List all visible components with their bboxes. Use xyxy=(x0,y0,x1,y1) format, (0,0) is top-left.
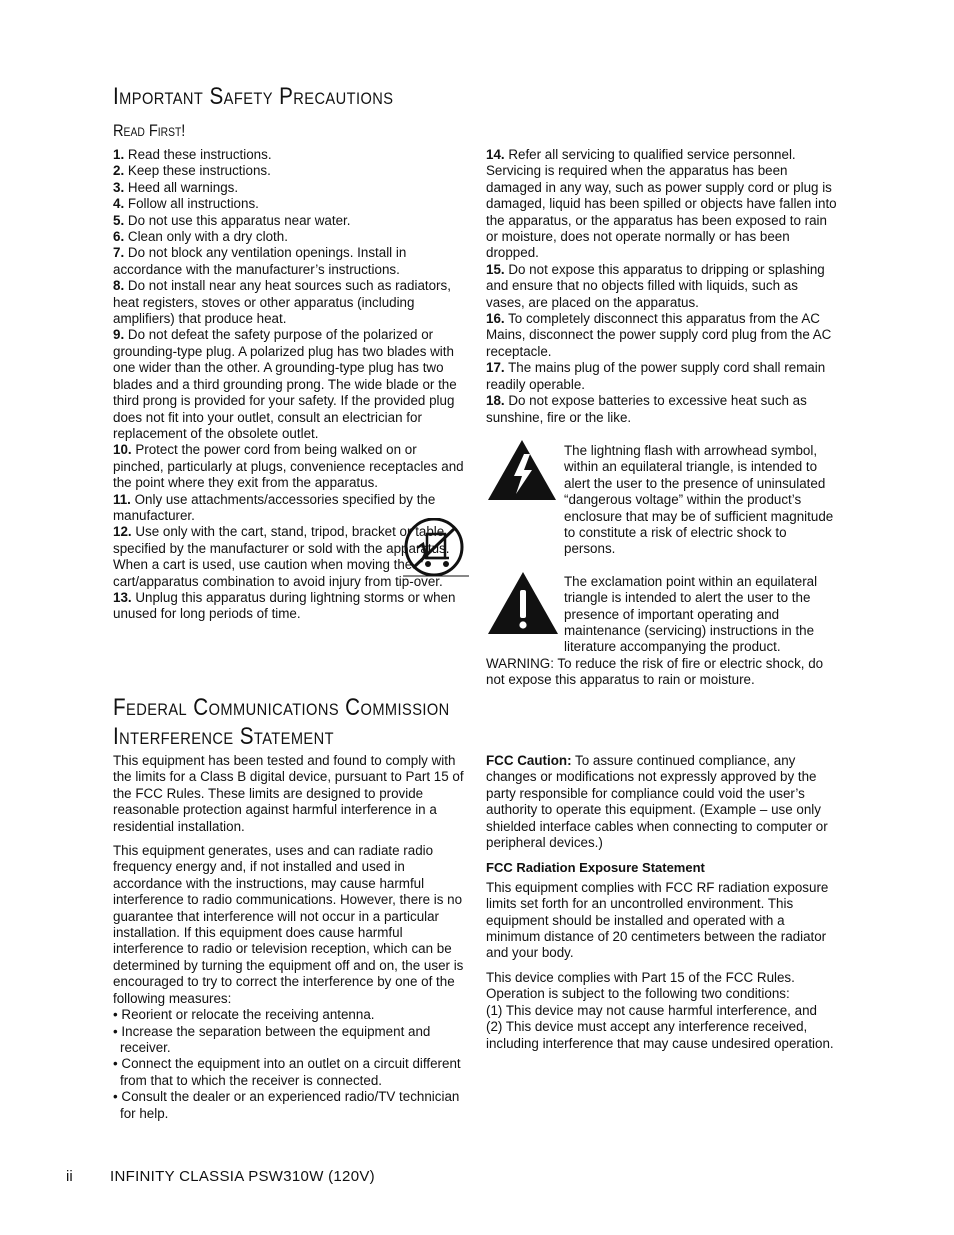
fcc-title-line1: Federal Communications Commission xyxy=(113,694,450,721)
fcc-measure-item: • Reorient or relocate the receiving antenna. xyxy=(113,1007,375,1023)
product-name: INFINITY CLASSIA PSW310W (120V) xyxy=(110,1168,375,1185)
safety-left-list xyxy=(113,147,469,524)
condition-1: (1) This device may not cause harmful interference, and xyxy=(486,1002,817,1018)
item-text: Use only with the cart, stand, tripod, bracket or table specified by the manufacturer or sold with the apparatus. When a cart is used, use caution when moving the cart/apparatus combination to avoid injury from tip-over. xyxy=(113,524,450,589)
item-number: 16. xyxy=(486,311,505,327)
item-number: 3. xyxy=(113,179,125,195)
item-text: The mains plug of the power supply cord shall remain readily operable. xyxy=(486,360,826,392)
radiation-text: This equipment complies with FCC RF radiation exposure limits set forth for an uncontrolled environment. This equipment should be installed and operated with a minimum distance of 20 centimeters between the radiator and your body. xyxy=(486,879,829,961)
item-text: Protect the power cord from being walked on or pinched, particularly at plugs, convenience receptacles and the point where they exit from the apparatus. xyxy=(113,442,464,491)
item-text: Follow all instructions. xyxy=(124,196,259,212)
safety-item xyxy=(486,393,838,426)
fcc-title-line2: Interference Statement xyxy=(113,723,334,750)
item-number: 10. xyxy=(113,442,132,458)
safety-item xyxy=(113,245,469,278)
item-text: Do not install near any heat sources such as radiators, heat registers, stoves or other apparatus (including amplifiers) that produce heat. xyxy=(113,278,451,327)
item-text: Refer all servicing to qualified service personnel. Servicing is required when the apparatus has been damaged in any way, such as power supply cord or plug is damaged, liquid has been spilled or objects have fallen into the apparatus, or the apparatus has been exposed to rain or moisture, does not operate normally or has been dropped. xyxy=(486,147,837,261)
safety-subtitle: Read First! xyxy=(113,121,186,140)
item-number: 1. xyxy=(113,147,125,162)
fcc-measure-item: • Connect the equipment into an outlet on a circuit different from that to which the receiver is connected. xyxy=(113,1056,461,1088)
exclamation-text-body: The exclamation point within an equilateral triangle is intended to alert the user to the presence of important operating and maintenance (servicing) instructions in the literature accompanying the product. xyxy=(564,573,818,655)
page-footer xyxy=(66,1168,375,1185)
safety-item xyxy=(486,360,838,393)
fcc-right-column xyxy=(486,753,838,1052)
fcc-measure-item: • Consult the dealer or an experienced radio/TV technician for help. xyxy=(113,1089,460,1121)
item-text: Unplug this apparatus during lightning storms or when unused for long periods of time. xyxy=(113,589,456,622)
safety-item xyxy=(113,213,469,229)
item-text: Do not block any ventilation openings. Install in accordance with the manufacturer’s instructions. xyxy=(113,245,407,277)
safety-item xyxy=(113,442,469,491)
radiation-heading: FCC Radiation Exposure Statement xyxy=(486,860,705,876)
fcc-paragraph-2: This equipment generates, uses and can radiate radio frequency energy and, if not installed and used in accordance with the instructions, may cause harmful interference to radio communications. However, there is no guarantee that interference will not occur in a particular installation. If this equipment does cause harmful interference to radio or television reception, which can be determined by turning the equipment off and on, the user is encouraged to try to correct the interference by one of the following measures: xyxy=(113,843,464,1006)
fcc-left-column xyxy=(113,753,469,1122)
item-number: 5. xyxy=(113,212,125,228)
safety-item xyxy=(486,147,838,262)
item-number: 15. xyxy=(486,261,505,277)
item-number: 2. xyxy=(113,163,125,179)
item-text: Do not expose this apparatus to dripping or splashing and ensure that no objects filled with liquids, such as vases, are placed on the apparatus. xyxy=(486,261,825,310)
item-text: To completely disconnect this apparatus from the AC Mains, disconnect the power supply cord plug from the AC receptacle. xyxy=(486,311,832,359)
exclamation-warning xyxy=(486,574,838,656)
fcc-paragraph-1: This equipment has been tested and found to comply with the limits for a Class B digital device, pursuant to Part 15 of the FCC Rules. These limits are designed to provide reasonable protection against harmful interference in a residential installation. xyxy=(113,753,464,834)
safety-item xyxy=(113,180,469,196)
fcc-measures-list xyxy=(113,1007,469,1122)
item-text: Read these instructions. xyxy=(124,147,272,162)
lightning-triangle-icon xyxy=(486,438,558,502)
safety-item xyxy=(486,262,838,311)
safety-right-column xyxy=(486,147,838,689)
fcc-caution xyxy=(486,753,838,851)
page-number: ii xyxy=(66,1168,73,1185)
item-text: Keep these instructions. xyxy=(124,163,271,179)
item-number: 8. xyxy=(113,278,125,294)
item-text: Only use attachments/accessories specified by the manufacturer. xyxy=(113,491,436,523)
lightning-warning xyxy=(486,443,838,558)
item-number: 6. xyxy=(113,229,125,245)
safety-item xyxy=(113,163,469,179)
item-text: Do not use this apparatus near water. xyxy=(124,212,351,228)
item-text: Do not defeat the safety purpose of the polarized or grounding-type plug. A polarized plug has two blades with one wider than the other. A grounding-type plug has two blades and a third grounding prong. The wide blade or the third prong is provided for your safety. If the provided plug does not fit into your outlet, consult an electrician for replacement of the obsolete outlet. xyxy=(113,327,457,441)
item-number: 11. xyxy=(113,491,131,507)
fcc-measure-item: • Increase the separation between the equipment and receiver. xyxy=(113,1023,431,1055)
safety-title: Important Safety Precautions xyxy=(113,83,394,110)
part15-intro: This device complies with Part 15 of the FCC Rules. Operation is subject to the following two conditions: xyxy=(486,969,795,1002)
safety-left-column xyxy=(113,147,469,623)
safety-item xyxy=(113,147,469,163)
item-number: 18. xyxy=(486,393,505,409)
item-number: 9. xyxy=(113,327,125,343)
safety-item xyxy=(113,278,469,327)
item-number: 7. xyxy=(113,245,125,261)
safety-item xyxy=(113,327,469,442)
safety-item xyxy=(113,229,469,245)
item-number: 17. xyxy=(486,360,505,376)
item-number: 12. xyxy=(113,524,132,540)
item-number: 4. xyxy=(113,196,125,212)
cart-warning-icon xyxy=(403,518,469,580)
warning-statement: WARNING: To reduce the risk of fire or electric shock, do not expose this apparatus to rain or moisture. xyxy=(486,655,824,688)
fcc-caution-text: To assure continued compliance, any changes or modifications not expressly approved by the party responsible for compliance could void the user’s authority to operate this equipment. (Example – use only shielded interface cables when connecting to computer or peripheral devices.) xyxy=(486,753,828,851)
safety-item xyxy=(486,311,838,360)
item-number: 14. xyxy=(486,147,505,162)
safety-item xyxy=(113,196,469,212)
item-text: Clean only with a dry cloth. xyxy=(124,229,288,245)
lightning-text-body: The lightning flash with arrowhead symbol, within an equilateral triangle, is intended to alert the user to the presence of uninsulated “dangerous voltage” within the product’s enclosure that may be of sufficient magnitude to constitute a risk of electric shock to persons. xyxy=(564,442,834,557)
condition-2: (2) This device must accept any interference received, including interference that may cause undesired operation. xyxy=(486,1019,834,1051)
fcc-caution-label: FCC Caution: xyxy=(486,753,572,768)
safety-right-list xyxy=(486,147,838,426)
exclamation-triangle-icon xyxy=(486,570,560,636)
item-text: Do not expose batteries to excessive heat such as sunshine, fire or the like. xyxy=(486,393,807,425)
item-number: 13. xyxy=(113,589,132,605)
safety-item-12 xyxy=(113,524,469,590)
item-text: Heed all warnings. xyxy=(124,179,239,195)
